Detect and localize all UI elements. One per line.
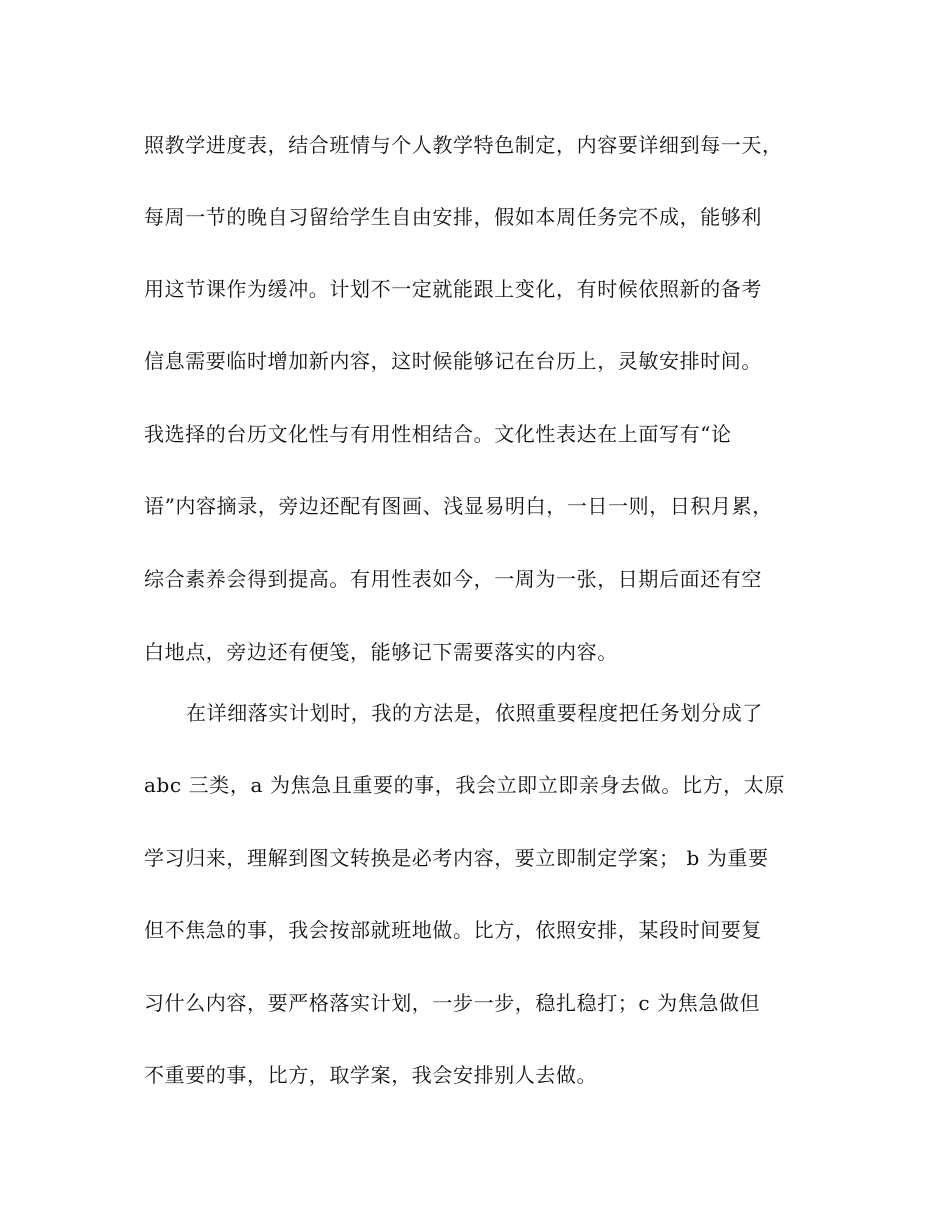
text-line-2: 每周一节的晚自习留给学生自由安排，假如本周任务完不成，能够利 <box>144 205 762 229</box>
text-line-14: 不重要的事，比方，取学案，我会安排别人去做。 <box>144 1063 598 1087</box>
text-line-4: 信息需要临时增加新内容，这时候能够记在台历上，灵敏安排时间。 <box>144 349 762 373</box>
text-line-8: 白地点，旁边还有便笺，能够记下需要落实的内容。 <box>144 640 618 664</box>
text-line-9: 在详细落实计划时，我的方法是，依照重要程度把任务划分成了 <box>186 701 763 725</box>
text-line-12: 但不焦急的事，我会按部就班地做。比方，依照安排，某段时间要复 <box>144 918 762 942</box>
text-line-5: 我选择的台历文化性与有用性相结合。文化性表达在上面写有“论 <box>144 422 732 446</box>
text-line-3: 用这节课作为缓冲。计划不一定就能跟上变化，有时候依照新的备考 <box>144 277 762 301</box>
text-line-11: 学习归来，理解到图文转换是必考内容，要立即制定学案； b 为重要 <box>144 846 769 870</box>
text-line-1: 照教学进度表，结合班情与个人教学特色制定，内容要详细到每一天， <box>144 133 783 157</box>
text-line-13: 习什么内容，要严格落实计划，一步一步，稳扎稳打；c 为焦急做但 <box>144 991 761 1015</box>
text-line-7: 综合素养会得到提高。有用性表如今，一周为一张，日期后面还有空 <box>144 567 762 591</box>
text-line-10: abc 三类，a 为焦急且重要的事，我会立即立即亲身去做。比方，太原 <box>144 773 785 797</box>
text-line-6: 语”内容摘录，旁边还配有图画、浅显易明白，一日一则，日积月累， <box>144 494 773 518</box>
